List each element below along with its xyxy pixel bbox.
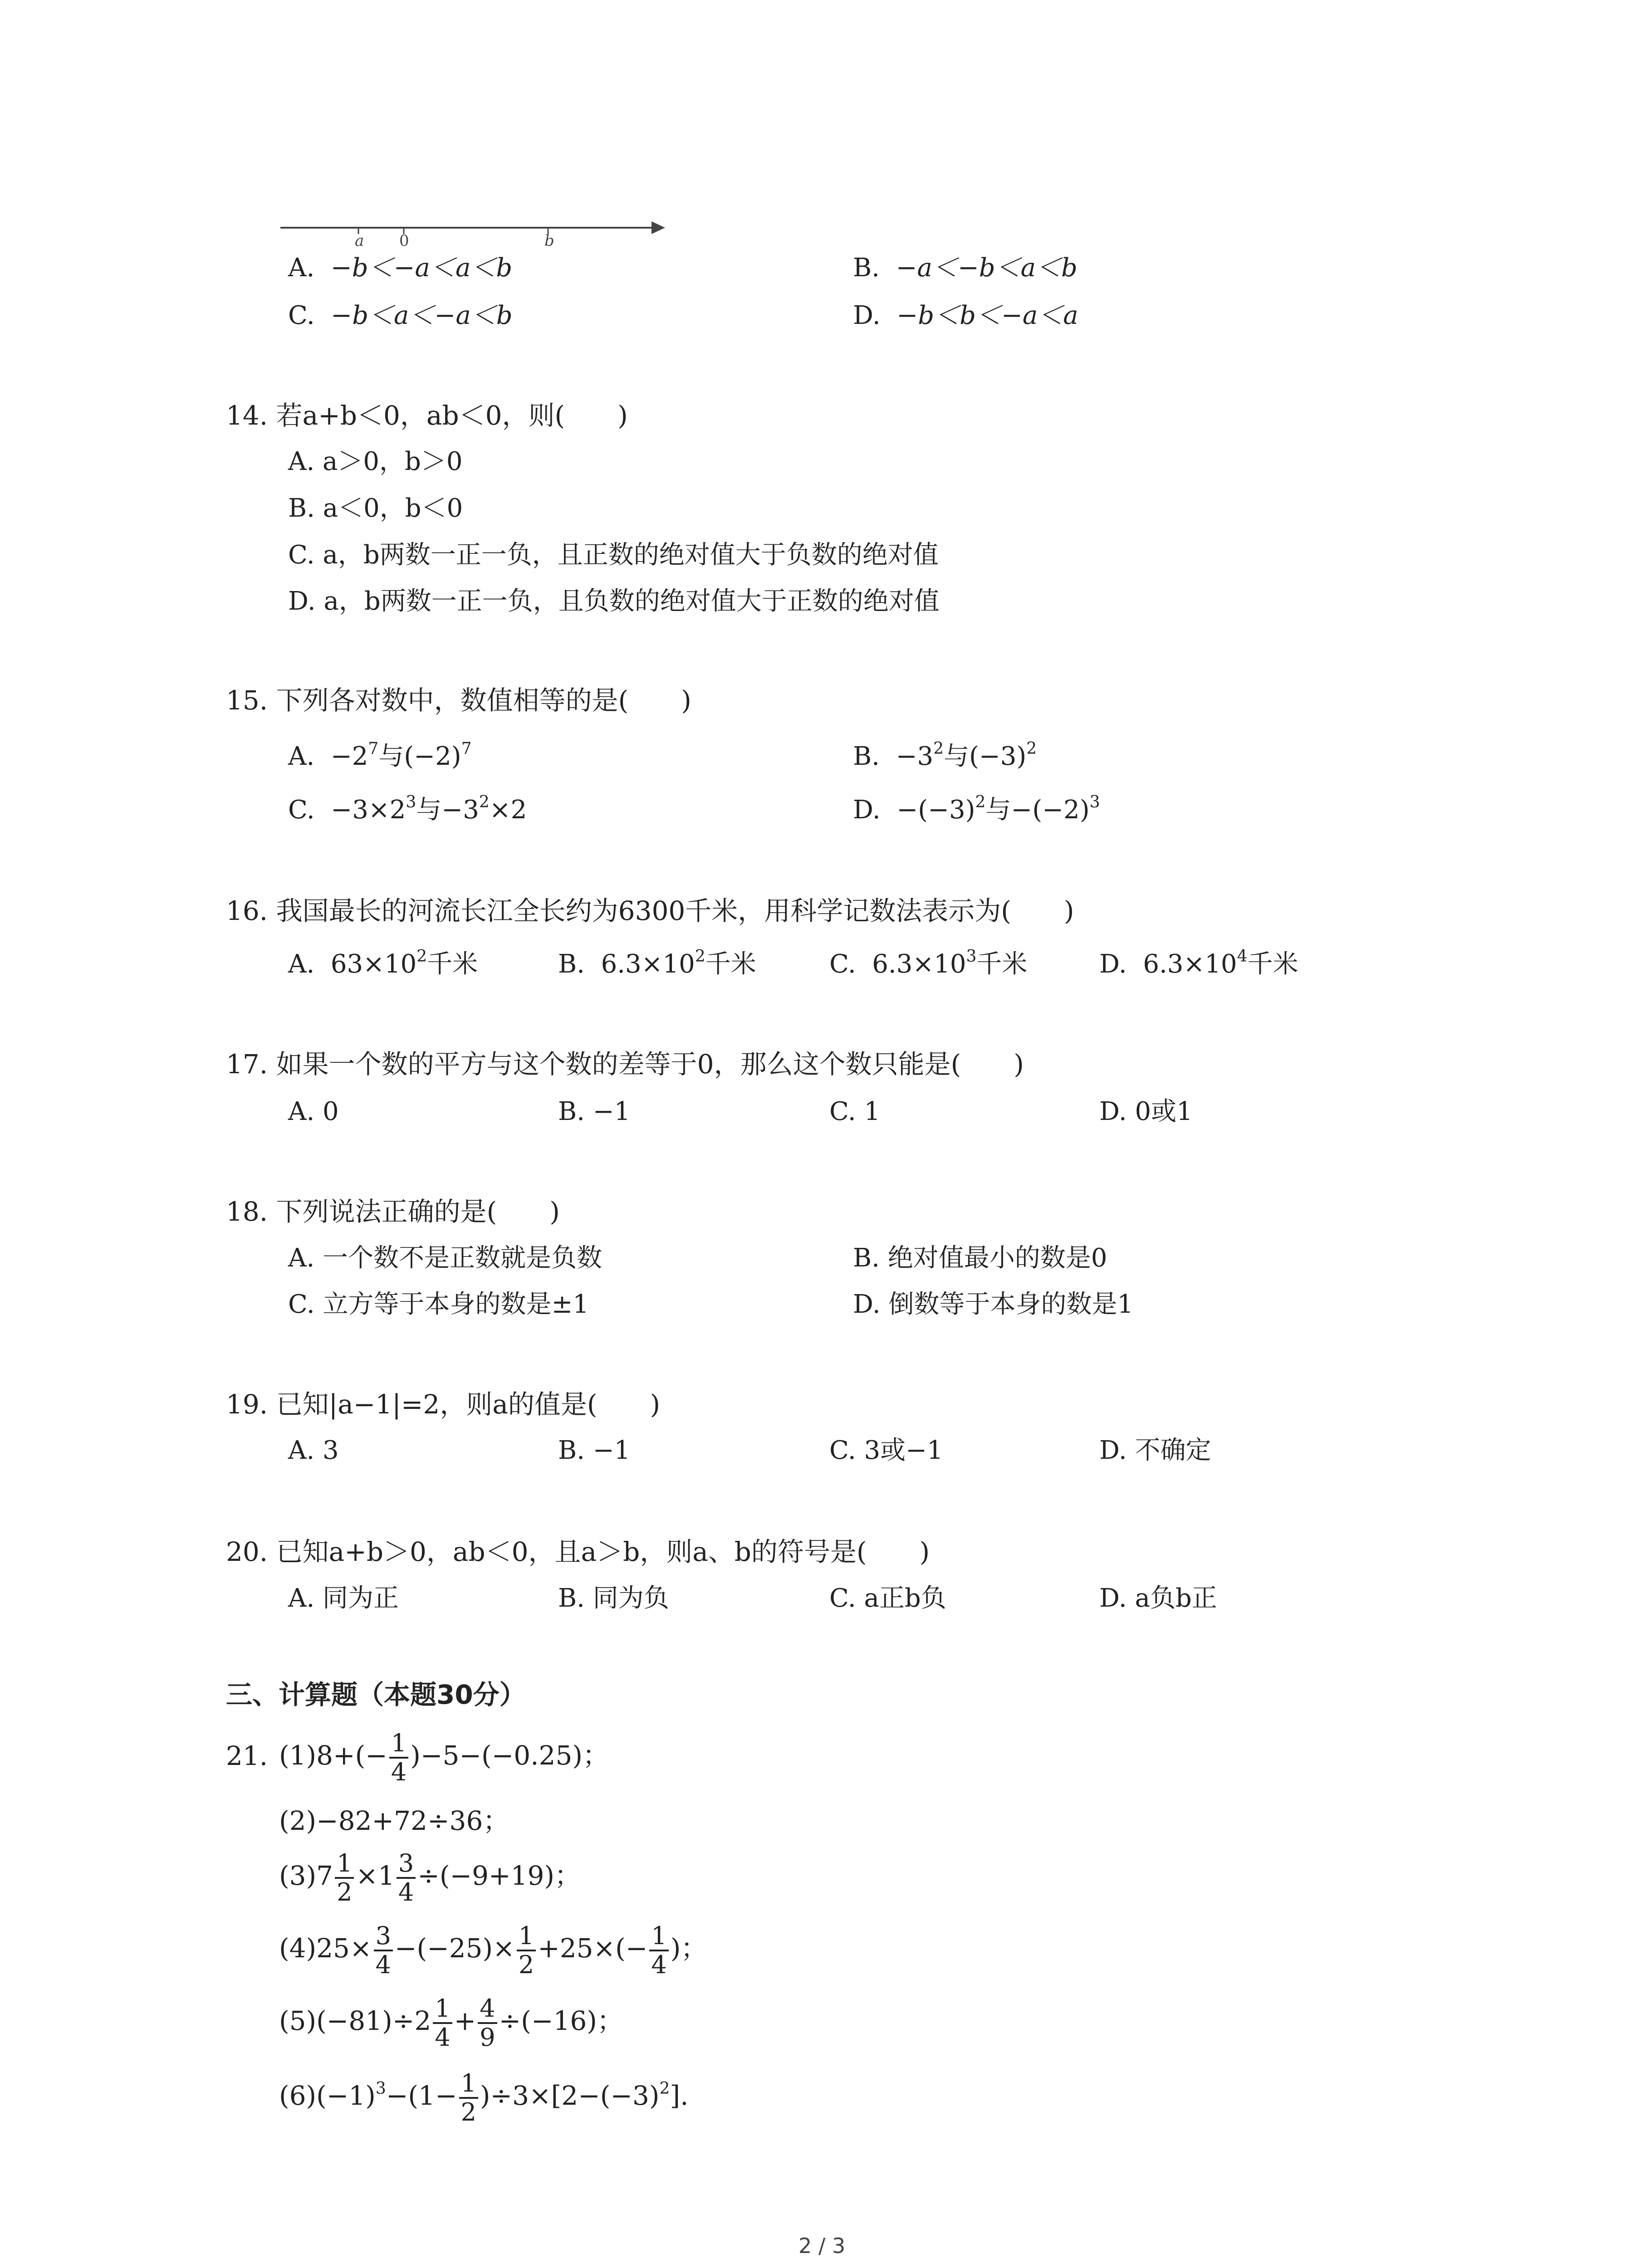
q17-option-d: D. 0或1 [1099,1097,1193,1126]
q16-option-b [558,948,756,981]
q15-option-a-letter: A. [288,742,315,771]
q16-option-c-letter: C. [829,949,856,979]
q21-part5: (5)(−81)÷2 $\frac{1}{4}$ + $\frac{4}{9}$ ÷(−16)； [279,1994,623,2052]
q15-c-part1: −3×2 [331,795,406,825]
q16-a-part1: 63×10 [330,949,417,979]
q15-option-b-letter: B. [853,742,880,771]
q17-option-c: C. 1 [829,1097,881,1126]
section-heading: 三、计算题（本题30分） [226,1679,526,1710]
q15-option-c-letter: C. [288,795,315,825]
q16-option-c [829,948,1027,981]
q16-d-exp: 4 [1237,947,1248,966]
q13-option-c [288,299,513,332]
q15-b-part2: 与(−3) [944,742,1027,771]
q15-option-a [288,740,471,773]
q13-option-c-text: −b＜a＜−a＜b [331,301,513,330]
q16-option-a-letter: A. [288,949,315,979]
fraction: $\frac{1}{2}$ [517,1922,536,1979]
fraction: $\frac{1}{2}$ [335,1850,354,1906]
q15-c-exp1: 3 [406,793,416,811]
q15-d-part2: 与−(−2) [985,795,1090,825]
page-number: 2 / 3 [798,2234,846,2258]
q16-option-a [288,948,478,981]
q16-c-part1: 6.3×10 [872,949,966,979]
fraction: $\frac{4}{9}$ [478,1995,497,2051]
number-line-label-zero: 0 [399,232,409,249]
q13-option-d-letter: D. [853,301,881,330]
q21-part1: (1)8+(− $\frac{1}{4}$ )−5−(−0.25)； [279,1728,609,1786]
q19-option-a: A. 3 [288,1436,339,1465]
q16-d-part1: 6.3×10 [1143,949,1237,979]
q21-part6: $(6)(-1)^3-(1-$ $\frac{1}{2}$ )$\div 3\times[2-(-3)^2]$. [279,2068,689,2126]
q19-option-d: D. 不确定 [1099,1436,1211,1465]
q19-option-c: C. 3或−1 [829,1436,943,1465]
q13-option-d [853,299,1078,332]
q13-option-b-text: −a＜−b＜a＜b [896,253,1078,283]
fraction: $\frac{3}{4}$ [397,1850,416,1906]
q16-option-b-letter: B. [558,949,585,979]
q15-option-d [853,794,1100,826]
q16-a-exp: 2 [416,947,427,966]
number-line [277,213,676,249]
q20-option-c: C. a正b负 [829,1584,946,1613]
q13-option-b [853,252,1078,284]
q15-b-exp1: 2 [933,739,944,758]
q15-option-c [288,794,527,826]
fraction: $\frac{1}{4}$ [433,1995,452,2051]
q18-option-d: D. 倒数等于本身的数是1 [853,1290,1134,1319]
q13-option-d-text: −b＜b＜−a＜a [896,301,1078,330]
q20-option-a: A. 同为正 [288,1584,399,1613]
q15-b-exp2: 2 [1026,739,1037,758]
q18-option-c: C. 立方等于本身的数是±1 [288,1290,589,1319]
q18-stem: 18. 下列说法正确的是( ) [226,1196,560,1227]
fraction: $\frac{3}{4}$ [374,1922,393,1979]
q15-a-exp1: 7 [368,739,379,758]
q17-option-a: A. 0 [288,1097,339,1126]
q14-stem: 14. 若a+b＜0，ab＜0，则( ) [226,400,628,431]
q13-option-b-letter: B. [853,253,880,283]
q16-option-d [1099,948,1298,981]
q21-part4: (4)25× $\frac{3}{4}$ −(−25)× $\frac{1}{2}$ +25×(− $\frac{1}{4}$ )； [279,1921,707,1979]
q13-option-a-letter: A. [288,253,315,283]
q13-option-c-letter: C. [288,301,315,330]
q18-option-a: A. 一个数不是正数就是负数 [288,1243,603,1273]
q15-a-exp2: 7 [461,739,472,758]
q16-c-unit: 千米 [976,949,1028,979]
q15-c-exp2: 2 [479,793,490,811]
q20-option-d: D. a负b正 [1099,1584,1217,1613]
q14-option-d: D. a，b两数一正一负，且负数的绝对值大于正数的绝对值 [288,587,940,616]
q14-option-a: A. a＞0，b＞0 [288,447,463,476]
q15-stem: 15. 下列各对数中，数值相等的是( ) [226,685,691,716]
q13-option-a-text: −b＜−a＜a＜b [330,253,513,283]
q16-option-d-letter: D. [1099,949,1127,979]
q15-option-d-letter: D. [853,795,881,825]
q17-stem: 17. 如果一个数的平方与这个数的差等于0，那么这个数只能是( ) [226,1049,1024,1080]
q19-option-b: B. −1 [558,1436,631,1465]
q15-c-part2: 与−3 [416,795,479,825]
q15-d-part1: −(−3) [896,795,975,825]
q16-b-part1: 6.3×10 [601,949,695,979]
q21-number: 21. [226,1740,268,1771]
fraction: $\frac{1}{2}$ [459,2070,478,2126]
number-line-label-a: a [355,232,364,249]
q15-c-part3: ×2 [489,795,527,825]
q20-option-b: B. 同为负 [558,1584,669,1613]
number-line-label-b: b [544,232,554,249]
q21-part3: (3)7 $\frac{1}{2}$ ×1 $\frac{3}{4}$ ÷(−9+19)； [279,1848,581,1906]
q14-option-c: C. a，b两数一正一负，且正数的绝对值大于负数的绝对值 [288,540,939,570]
q16-c-exp: 3 [966,947,977,966]
q18-option-b: B. 绝对值最小的数是0 [853,1243,1107,1273]
q16-stem: 16. 我国最长的河流长江全长约为6300千米，用科学记数法表示为( ) [226,895,1074,926]
q15-b-part1: −3 [896,742,934,771]
q16-a-unit: 千米 [427,949,478,979]
q16-d-unit: 千米 [1247,949,1298,979]
q13-option-a [288,252,512,284]
q15-a-part1: −2 [330,742,368,771]
q14-option-b: B. a＜0，b＜0 [288,494,463,523]
fraction: $\frac{1}{4}$ [389,1730,408,1786]
q21-part2: (2)−82+72÷36； [279,1805,509,1836]
q19-stem: 19. 已知|a−1|=2，则a的值是( ) [226,1389,661,1420]
q16-b-unit: 千米 [705,949,756,979]
q16-b-exp: 2 [695,947,705,966]
q17-option-b: B. −1 [558,1097,631,1126]
fraction: $\frac{1}{4}$ [649,1922,668,1979]
q20-stem: 20. 已知a+b＞0，ab＜0，且a＞b，则a、b的符号是( ) [226,1536,930,1567]
q15-option-b [853,740,1037,773]
q15-d-exp1: 2 [975,793,986,811]
q15-a-part2: 与(−2) [378,742,461,771]
q15-d-exp2: 3 [1089,793,1100,811]
